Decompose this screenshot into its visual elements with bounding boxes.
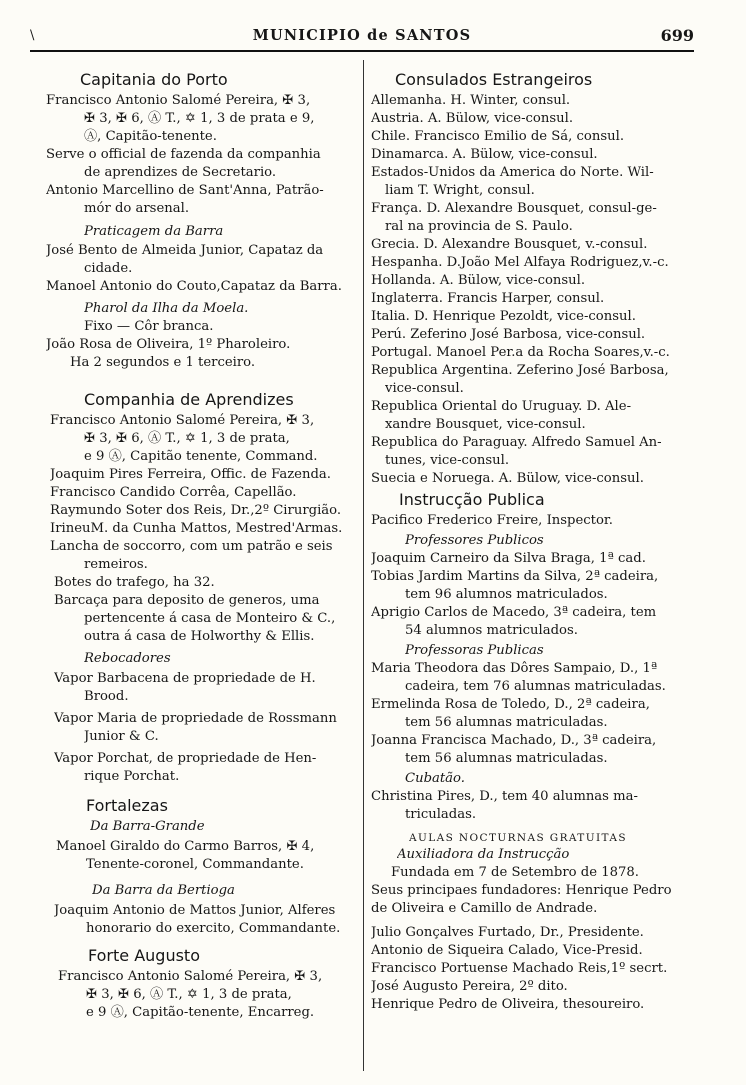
text-line: Manoel Giraldo do Carmo Barros, ✠ 4, bbox=[56, 839, 315, 854]
text-line: Francisco Antonio Salomé Pereira, ✠ 3, bbox=[58, 969, 323, 984]
text-line: Pacifico Frederico Freire, Inspector. bbox=[371, 513, 613, 528]
text-line: Francisco Antonio Salomé Pereira, ✠ 3, bbox=[50, 413, 315, 428]
text-line: Vapor Barbacena de propriedade de H. bbox=[54, 671, 316, 686]
text-line: Aprigio Carlos de Macedo, 3ª cadeira, tem bbox=[371, 605, 657, 620]
text-line: outra á casa de Holworthy & Ellis. bbox=[84, 629, 315, 644]
right-column bbox=[371, 60, 683, 1075]
text-line: ✠ 3, ✠ 6, Ⓐ T., ✡ 1, 3 de prata e 9, bbox=[84, 111, 315, 126]
text-line: ral na provincia de S. Paulo. bbox=[385, 219, 573, 234]
text-line: vice-consul. bbox=[385, 381, 464, 396]
text-line: pertencente á casa de Monteiro & C., bbox=[84, 611, 336, 626]
text-line: Joaquim Pires Ferreira, Offic. de Fazenda. bbox=[50, 467, 331, 482]
text-line: cadeira, tem 76 alumnas matriculadas. bbox=[405, 679, 666, 694]
text-line: Antonio Marcellino de Sant'Anna, Patrão- bbox=[46, 183, 324, 198]
text-line: rique Porchat. bbox=[84, 769, 180, 784]
text-line: tem 56 alumnas matriculadas. bbox=[405, 715, 608, 730]
text-line: Vapor Maria de propriedade de Rossmann bbox=[54, 711, 337, 726]
text-line: Hespanha. D.João Mel Alfaya Rodriguez,v.-c. bbox=[371, 255, 669, 270]
text-line: cidade. bbox=[84, 261, 133, 276]
heading-aulas-nocturnas: AULAS NOCTURNAS GRATUITAS bbox=[409, 832, 627, 844]
text-line: de aprendizes de Secretario. bbox=[84, 165, 277, 180]
page-header bbox=[30, 24, 694, 52]
text-line: Junior & C. bbox=[84, 729, 159, 744]
text-line: xandre Bousquet, vice-consul. bbox=[385, 417, 586, 432]
section-heading-aprendizes: Companhia de Aprendizes bbox=[84, 390, 294, 409]
text-line: Suecia e Noruega. A. Bülow, vice-consul. bbox=[371, 471, 644, 486]
text-line: Italia. D. Henrique Pezoldt, vice-consul. bbox=[371, 309, 636, 324]
text-line: Julio Gonçalves Furtado, Dr., Presidente. bbox=[371, 925, 644, 940]
text-line: Fundada em 7 de Setembro de 1878. bbox=[391, 865, 639, 880]
text-line: França. D. Alexandre Bousquet, consul-ge- bbox=[371, 201, 657, 216]
left-column bbox=[46, 60, 358, 1075]
running-title: MUNICIPIO de SANTOS bbox=[252, 27, 472, 44]
subheading-pharol: Pharol da Ilha da Moela. bbox=[84, 301, 249, 316]
subheading-cubatao: Cubatão. bbox=[405, 771, 465, 786]
subheading-professoras: Professoras Publicas bbox=[405, 643, 544, 658]
text-line: Grecia. D. Alexandre Bousquet, v.-consul. bbox=[371, 237, 648, 252]
text-line: Tobias Jardim Martins da Silva, 2ª cadeira, bbox=[371, 569, 659, 584]
text-line: e 9 Ⓐ, Capitão-tenente, Encarreg. bbox=[86, 1005, 315, 1020]
text-line: Botes do trafego, ha 32. bbox=[54, 575, 215, 590]
text-line: e 9 Ⓐ, Capitão tenente, Command. bbox=[84, 449, 318, 464]
text-line: Henrique Pedro de Oliveira, thesoureiro. bbox=[371, 997, 645, 1012]
text-line: Estados-Unidos da America do Norte. Wil- bbox=[371, 165, 654, 180]
section-heading-consulados: Consulados Estrangeiros bbox=[395, 70, 593, 89]
text-line: Francisco Candido Corrêa, Capellão. bbox=[50, 485, 297, 500]
text-line: Dinamarca. A. Bülow, vice-consul. bbox=[371, 147, 598, 162]
subheading-auxiliadora: Auxiliadora da Instrucção bbox=[397, 847, 570, 862]
text-line: Joaquim Carneiro da Silva Braga, 1ª cad. bbox=[371, 551, 646, 566]
text-line: tunes, vice-consul. bbox=[385, 453, 510, 468]
section-heading-instruccao: Instrucção Publica bbox=[399, 490, 545, 509]
subheading-barra-grande: Da Barra-Grande bbox=[90, 819, 205, 834]
text-line: Barcaça para deposito de generos, uma bbox=[54, 593, 320, 608]
text-line: Ha 2 segundos e 1 terceiro. bbox=[70, 355, 256, 370]
subheading-rebocadores: Rebocadores bbox=[84, 651, 171, 666]
text-line: Tenente-coronel, Commandante. bbox=[86, 857, 304, 872]
text-line: José Bento de Almeida Junior, Capataz da bbox=[46, 243, 324, 258]
section-heading-forte-augusto: Forte Augusto bbox=[88, 946, 200, 965]
text-line: tem 96 alumnos matriculados. bbox=[405, 587, 608, 602]
text-line: Francisco Portuense Machado Reis,1º secrt. bbox=[371, 961, 668, 976]
text-line: Raymundo Soter dos Reis, Dr.,2º Cirurgião. bbox=[50, 503, 342, 518]
text-line: Hollanda. A. Bülow, vice-consul. bbox=[371, 273, 586, 288]
text-line: Republica do Paraguay. Alfredo Samuel An- bbox=[371, 435, 662, 450]
page-number: 699 bbox=[660, 26, 694, 45]
subheading-praticagem: Praticagem da Barra bbox=[84, 224, 224, 239]
text-line: Manoel Antonio do Couto,Capataz da Barra. bbox=[46, 279, 342, 294]
text-line: Austria. A. Bülow, vice-consul. bbox=[371, 111, 574, 126]
text-line: Brood. bbox=[84, 689, 129, 704]
column-divider bbox=[363, 60, 364, 1071]
text-line: de Oliveira e Camillo de Andrade. bbox=[371, 901, 598, 916]
text-line: Christina Pires, D., tem 40 alumnas ma- bbox=[371, 789, 638, 804]
text-line: Ermelinda Rosa de Toledo, D., 2ª cadeira, bbox=[371, 697, 650, 712]
text-line: Inglaterra. Francis Harper, consul. bbox=[371, 291, 605, 306]
text-line: Chile. Francisco Emilio de Sá, consul. bbox=[371, 129, 625, 144]
text-line: Joaquim Antonio de Mattos Junior, Alferes bbox=[54, 903, 336, 918]
text-line: liam T. Wright, consul. bbox=[385, 183, 535, 198]
text-line: Lancha de soccorro, com um patrão e seis bbox=[50, 539, 333, 554]
text-line: Allemanha. H. Winter, consul. bbox=[371, 93, 571, 108]
text-line: Portugal. Manoel Per.a da Rocha Soares,v.-c. bbox=[371, 345, 670, 360]
text-line: tem 56 alumnas matriculadas. bbox=[405, 751, 608, 766]
text-line: ✠ 3, ✠ 6, Ⓐ T., ✡ 1, 3 de prata, bbox=[86, 987, 292, 1002]
text-line: Joanna Francisca Machado, D., 3ª cadeira, bbox=[371, 733, 657, 748]
text-line: Serve o official de fazenda da companhia bbox=[46, 147, 321, 162]
text-line: remeiros. bbox=[84, 557, 148, 572]
section-heading-capitania: Capitania do Porto bbox=[80, 70, 228, 89]
text-line: mór do arsenal. bbox=[84, 201, 190, 216]
text-line: Fixo — Côr branca. bbox=[84, 319, 214, 334]
text-line: IrineuM. da Cunha Mattos, Mestred'Armas. bbox=[50, 521, 343, 536]
section-heading-fortalezas: Fortalezas bbox=[86, 796, 168, 815]
text-line: ✠ 3, ✠ 6, Ⓐ T., ✡ 1, 3 de prata, bbox=[84, 431, 290, 446]
text-line: Francisco Antonio Salomé Pereira, ✠ 3, bbox=[46, 93, 311, 108]
margin-mark: \ bbox=[30, 28, 35, 43]
text-line: Republica Argentina. Zeferino José Barbosa, bbox=[371, 363, 669, 378]
subheading-professores: Professores Publicos bbox=[405, 533, 544, 548]
text-line: honorario do exercito, Commandante. bbox=[86, 921, 341, 936]
text-line: Maria Theodora das Dôres Sampaio, D., 1ª bbox=[371, 661, 658, 676]
text-line: Ⓐ, Capitão-tenente. bbox=[84, 129, 217, 144]
subheading-bertioga: Da Barra da Bertioga bbox=[92, 883, 235, 898]
text-line: José Augusto Pereira, 2º dito. bbox=[371, 979, 568, 994]
text-line: 54 alumnos matriculados. bbox=[405, 623, 578, 638]
text-line: Republica Oriental do Uruguay. D. Ale- bbox=[371, 399, 632, 414]
text-line: Vapor Porchat, de propriedade de Hen- bbox=[54, 751, 317, 766]
text-line: triculadas. bbox=[405, 807, 477, 822]
text-line: João Rosa de Oliveira, 1º Pharoleiro. bbox=[46, 337, 291, 352]
text-line: Seus principaes fundadores: Henrique Pedro bbox=[371, 883, 672, 898]
text-line: Antonio de Siqueira Calado, Vice-Presid. bbox=[371, 943, 643, 958]
text-line: Perú. Zeferino José Barbosa, vice-consul. bbox=[371, 327, 646, 342]
